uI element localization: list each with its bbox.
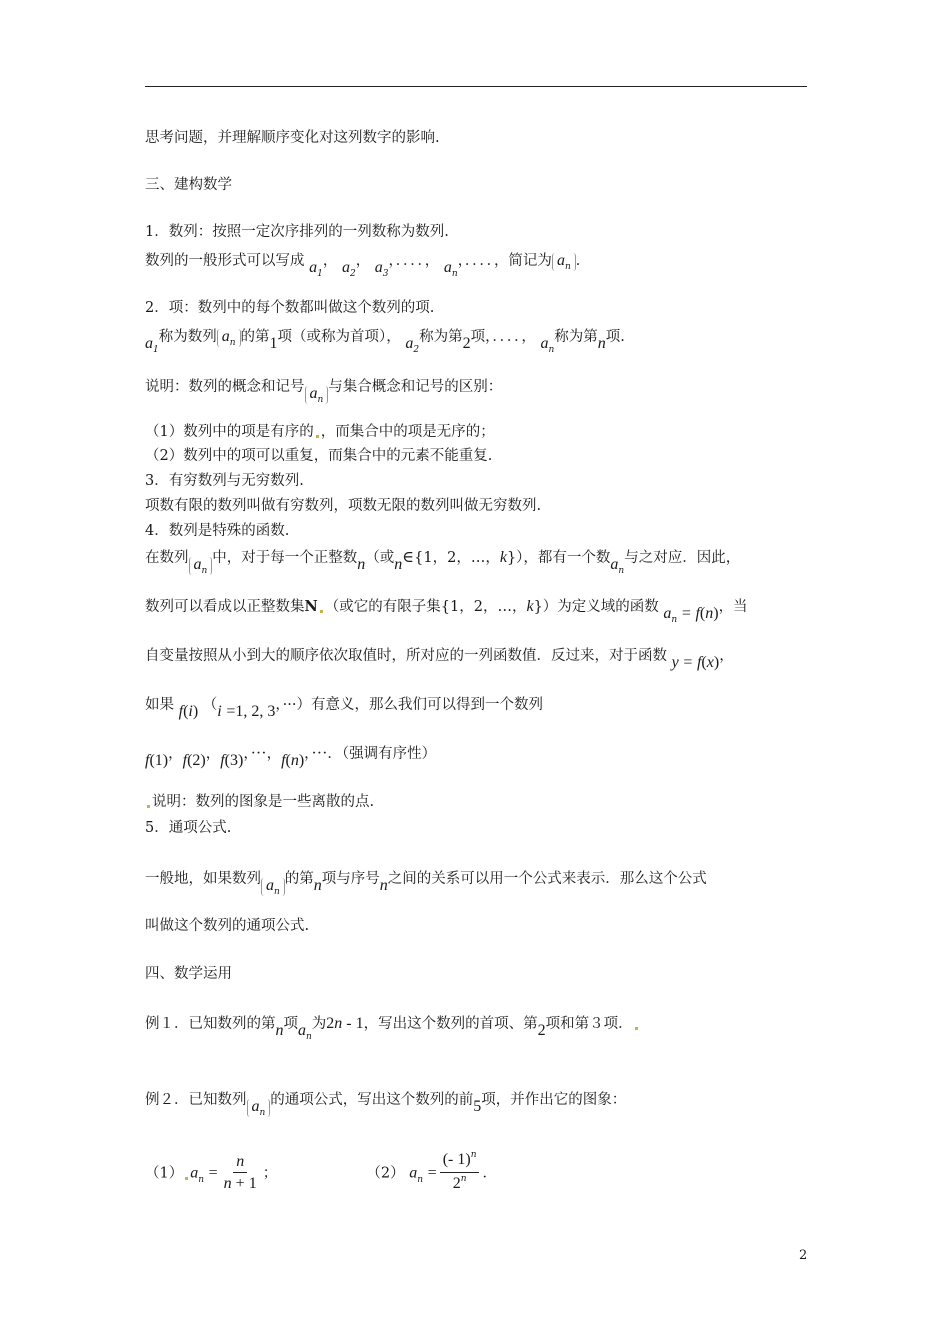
fraction-2: $\frac{(- 1)^n}{2^n}$ bbox=[440, 1150, 480, 1197]
mark-dot bbox=[147, 805, 150, 808]
example-1: 例１．已知数列的第n项$a_n$为2n - 1，写出这个数列的首项、第2项和第３项． bbox=[145, 1014, 640, 1036]
item-4-line-5: f(1)，f(2)，f(3)，···，f(n)，···．（强调有序性） bbox=[145, 745, 437, 769]
item-3-body: 项数有限的数列叫做有穷数列，项数无限的数列叫做无穷数列. bbox=[145, 498, 542, 514]
item-4-title: 4．数列是特殊的函数. bbox=[145, 523, 290, 539]
page-number: 2 bbox=[799, 1248, 808, 1263]
item-4-line-3: 自变量按照从小到大的顺序依次取值时，所对应的一列函数值．反过来，对于函数 y = f(x)， bbox=[145, 648, 734, 671]
mark-dot bbox=[185, 1177, 188, 1180]
heading-section-4: 四、数学运用 bbox=[145, 966, 232, 982]
example-2: 例２．已知数列 $a_n$的通项公式，写出这个数列的前5项，并作出它的图象： bbox=[145, 1092, 627, 1118]
item-4-line-1: 在数列 $a_n$中，对于每一个正整数n（或n∈{1，2，…，k}），都有一个数$a_n$与之对应．因此， bbox=[145, 549, 741, 576]
note-2: 说明：数列的图象是一些离散的点. bbox=[145, 792, 374, 812]
example-2-parts: （1） $a_n$ = $\frac{n}{n + 1}$ ； （2） $a_n$ = $\frac{(- 1)^n}{2^n}$ ． bbox=[145, 1150, 497, 1197]
mark-dot bbox=[320, 610, 323, 613]
item-3-title: 3．有穷数列与无穷数列. bbox=[145, 473, 304, 489]
note-1-item-2: （2）数列中的项可以重复，而集合中的元素不能重复. bbox=[145, 448, 493, 464]
heading-section-3: 三、建构数学 bbox=[145, 177, 232, 193]
fraction-1: $\frac{n}{n + 1}$ bbox=[223, 1153, 257, 1192]
item-2-terms: $a_1$称为数列 $a_n$ 的第1项（或称为首项）， $a_2$称为第2项，．．．．， $a_n$称为第n项. bbox=[145, 328, 625, 355]
item-1-general-form: 数列的一般形式可以写成 $a_1$， $a_2$， $a_3$，．．．．， $a_n$，．．．．，简记为 $a_n$ ． bbox=[145, 252, 591, 279]
item-5-line-2: 叫做这个数列的通项公式. bbox=[145, 918, 310, 934]
item-2-title: 2．项：数列中的每个数都叫做这个数列的项. bbox=[145, 300, 435, 316]
note-1: 说明：数列的概念和记号 $a_n$与集合概念和记号的区别： bbox=[145, 379, 503, 405]
item-1-title: 1．数列：按照一定次序排列的一列数称为数列. bbox=[145, 224, 449, 240]
item-4-line-2: 数列可以看成以正整数集N （或它的有限子集{1，2，…，k}）为定义域的函数 $a_n = f(n)$，当 bbox=[145, 598, 748, 625]
item-5-title: 5．通项公式. bbox=[145, 820, 232, 836]
mark-dot bbox=[316, 435, 319, 438]
mark-dot bbox=[635, 1027, 638, 1030]
note-1-item-1: （1）数列中的项是有序的 ，而集合中的项是无序的； bbox=[145, 424, 495, 440]
item-4-line-4: 如果 f(i) （i =1, 2, 3，···）有意义，那么我们可以得到一个数列 bbox=[145, 697, 543, 720]
paragraph-intro: 思考问题，并理解顺序变化对这列数字的影响. bbox=[145, 130, 440, 146]
item-5-line-1: 一般地，如果数列 $a_n$的第n项与序号n之间的关系可以用一个公式来表示．那么这个公式 bbox=[145, 871, 707, 897]
header-rule bbox=[145, 86, 807, 87]
